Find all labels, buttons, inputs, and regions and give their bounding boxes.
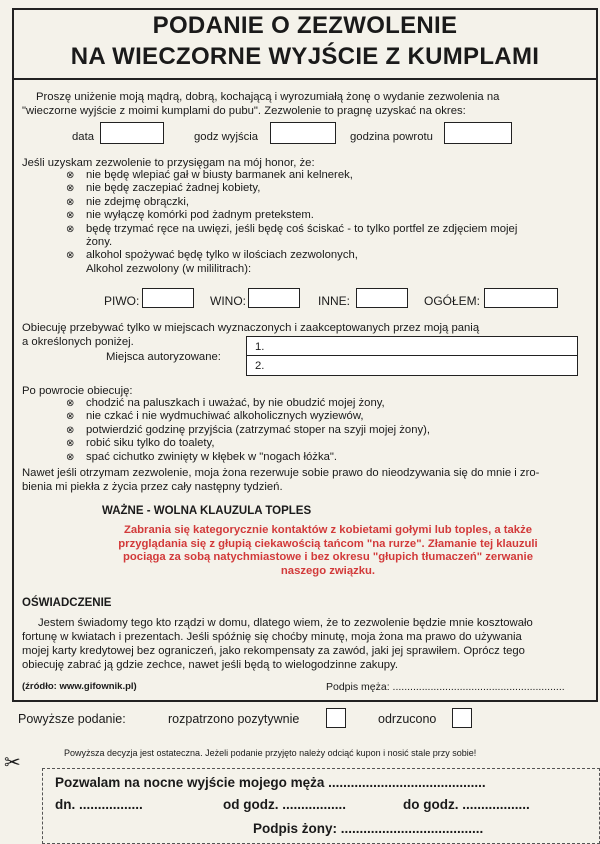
bullet-icon: ⊗ — [66, 210, 75, 222]
coupon-permission: Pozwalam na nocne wyjście mojego męża .......................................... — [55, 775, 486, 790]
list-item: ⊗ nie będę wlepiać gał w biusty barmanek ani kelnerek, — [66, 169, 353, 181]
declaration-line-3: mojej karty kredytowej bez ograniczeń, jako rekompensaty za zawód, jaki jej sprawiłem. Oprócz tego — [22, 645, 525, 657]
departure-time-label: godz wyjścia — [194, 131, 259, 143]
total-input[interactable] — [484, 288, 558, 308]
authorized-places-label: Miejsca autoryzowane: — [106, 351, 221, 363]
declaration-title: OŚWIADCZENIE — [22, 597, 112, 609]
list-item: ⊗ nie zdejmę obrączki, — [66, 195, 189, 208]
bullet-icon: ⊗ — [66, 398, 75, 409]
departure-time-input[interactable] — [270, 122, 336, 144]
intro-line-1: Proszę uniżenie moją mądrą, dobrą, kochającą i wyrozumiałą żonę o wydanie zezwolenia na — [36, 91, 500, 103]
bullet-icon: ⊗ — [66, 411, 75, 423]
oath-list — [66, 169, 517, 276]
date-label: data — [72, 131, 94, 143]
oath-intro: Jeśli uzyskam zezwolenie to przysięgam na mój honor, że: — [22, 157, 315, 169]
beer-label: PIWO: — [104, 294, 140, 308]
source-note: (źródło: www.gifownik.pl) — [22, 681, 137, 692]
declaration-line-1: Jestem świadomy tego kto rządzi w domu, dlatego wiem, że to zezwolenie będzie mnie kosztowało — [38, 617, 533, 629]
other-input[interactable] — [356, 288, 408, 308]
scissors-icon: ✂ — [4, 752, 21, 774]
place-1-input[interactable]: 1. — [255, 341, 265, 353]
wine-label: WINO: — [210, 294, 246, 308]
list-item-continuation: Alkohol zezwolony (w mililitrach): — [86, 262, 252, 275]
list-item: ⊗ nie będę zaczepiać żadnej kobiety, — [66, 182, 261, 195]
bullet-icon: ⊗ — [66, 424, 75, 436]
decision-label: Powyższe podanie: — [18, 712, 126, 726]
title-line-2: NA WIECZORNE WYJŚCIE Z KUMPLAMI — [70, 43, 540, 70]
bullet-icon: ⊗ — [66, 438, 75, 450]
bullet-icon: ⊗ — [66, 223, 75, 235]
positive-checkbox[interactable] — [326, 708, 346, 728]
beer-input[interactable] — [142, 288, 194, 308]
total-label: OGÓŁEM: — [424, 294, 481, 308]
list-item: ⊗ nie wyłączę komórki pod żadnym pretekstem. — [66, 209, 314, 222]
promise-line-2: a określonych poniżej. — [22, 336, 134, 348]
bullet-icon: ⊗ — [66, 170, 75, 181]
list-item-continuation: żony. — [86, 236, 113, 249]
wine-input[interactable] — [248, 288, 300, 308]
decision-positive-label: rozpatrzono pozytywnie — [168, 712, 300, 726]
clause-title: WAŻNE - WOLNA KLAUZULA TOPLES — [102, 505, 312, 517]
bullet-icon: ⊗ — [66, 250, 75, 262]
final-note: Powyższa decyzja jest ostateczna. Jeżeli podanie przyjęto należy odciąć kupon i nosić stale przy sobie! — [64, 748, 477, 758]
coupon-date[interactable]: dn. ................. — [55, 797, 143, 812]
coupon — [42, 768, 600, 844]
return-list — [66, 397, 430, 464]
list-item: ⊗ alkohol spożywać będę tylko w ilościach zezwolonych, — [66, 249, 358, 262]
other-label: INNE: — [318, 294, 351, 308]
decision-negative-label: odrzucono — [378, 712, 437, 726]
return-time-label: godzina powrotu — [350, 131, 433, 143]
authorized-places-box — [246, 336, 578, 376]
place-2-input[interactable]: 2. — [255, 360, 265, 372]
date-input[interactable] — [100, 122, 164, 144]
promise-line-1: Obiecuję przebywać tylko w miejscach wyznaczonych i zaakceptowanych przez moją panią — [22, 322, 480, 334]
husband-signature[interactable]: Podpis męża: ........................................................... — [326, 681, 565, 693]
list-item: ⊗ potwierdzić godzinę przyjścia (zatrzymać stoper na szyji mojej żony), — [66, 423, 431, 436]
return-intro: Po powrocie obiecuję: — [22, 385, 133, 397]
application-form — [4, 4, 596, 840]
reserve-line-1: Nawet jeśli otrzymam zezwolenie, moja żona rezerwuje sobie prawo do nieodzywania się do mnie i zro- — [22, 467, 540, 479]
coupon-from-time[interactable]: od godz. ................. — [223, 797, 346, 812]
list-item: ⊗ robić siku tylko do toalety, — [66, 437, 215, 450]
list-item: ⊗ spać cichutko zwinięty w kłębek w "nogach łóżka". — [66, 450, 338, 463]
return-time-input[interactable] — [444, 122, 512, 144]
main-form-box — [12, 78, 598, 702]
reserve-line-2: bienia mi piekła z życia przez cały następny tydzień. — [22, 481, 283, 493]
bullet-icon: ⊗ — [66, 451, 75, 463]
declaration-line-2: fortunę w kwiatach i prezentach. Jeśli spóźnię się choćby minutę, moja żona ma prawo do używania — [22, 631, 522, 643]
coupon-to-time[interactable]: do godz. .................. — [403, 797, 530, 812]
list-item: ⊗ chodzić na paluszkach i uważać, by nie obudzić mojej żony, — [66, 397, 385, 409]
title-line-1: PODANIE O ZEZWOLENIE — [152, 12, 458, 39]
bullet-icon: ⊗ — [66, 183, 75, 195]
clause-text: Zabrania się kategorycznie kontaktów z kobietami gołymi lub toples, a także przyglądania się z głupią ciekawością tańcom "na rurze". Złamanie tej klauzuli pociąga za sobą natychmiastowe i bez okresu "głupich tłumaczeń" zerwanie naszego związku. — [118, 524, 538, 577]
wife-signature[interactable]: Podpis żony: ...................................... — [253, 821, 484, 836]
intro-line-2: "wieczorne wyjście z moimi kumplami do pubu". Zezwolenie to pragnę uzyskać na okres: — [22, 105, 466, 117]
declaration-line-4: obiecuję zabrać ją gdzie zechce, nawet jeśli będą to wielogodzinne zakupy. — [22, 659, 398, 671]
bullet-icon: ⊗ — [66, 196, 75, 208]
title-box — [12, 8, 598, 80]
negative-checkbox[interactable] — [452, 708, 472, 728]
list-item: ⊗ będę trzymać ręce na uwięzi, jeśli będę coś ściskać - to tylko portfel ze zdjęciem mojej — [66, 222, 518, 235]
list-item: ⊗ nie czkać i nie wydmuchiwać alkoholicznych wyziewów, — [66, 410, 364, 423]
